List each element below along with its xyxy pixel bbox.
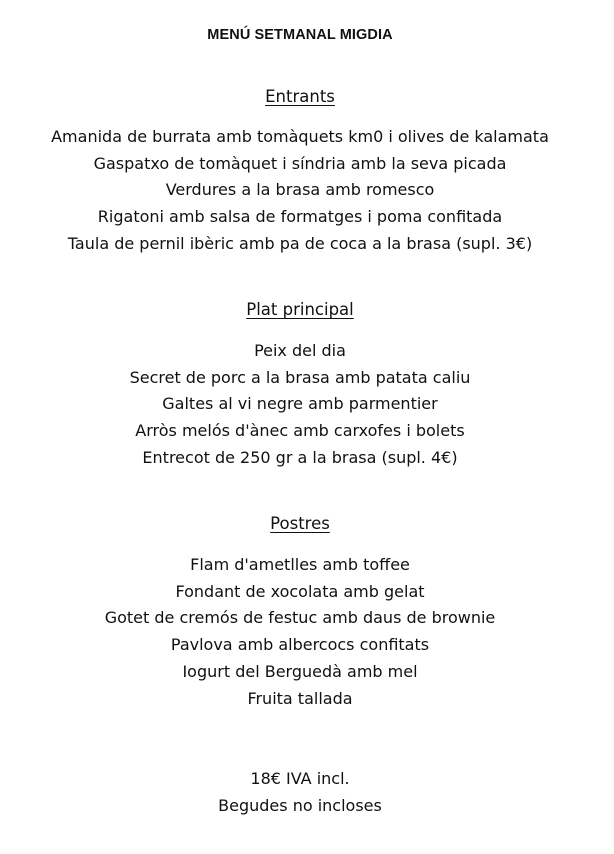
menu-item: Entrecot de 250 gr a la brasa (supl. 4€) bbox=[142, 447, 458, 467]
section-heading-postres: Postres bbox=[270, 514, 330, 533]
entrants-list bbox=[0, 124, 600, 258]
menu-item: Galtes al vi negre amb parmentier bbox=[162, 394, 438, 414]
menu-item: Fruita tallada bbox=[247, 688, 353, 708]
menu-item: Arròs melós d'ànec amb carxofes i bolets bbox=[135, 421, 465, 441]
section-heading-plat-principal: Plat principal bbox=[246, 300, 354, 319]
menu-title: MENÚ SETMANAL MIGDIA bbox=[207, 27, 393, 43]
menu-item: Gaspatxo de tomàquet i síndria amb la seva picada bbox=[93, 153, 507, 173]
drinks-note: Begudes no incloses bbox=[218, 796, 382, 815]
menu-item: Amanida de burrata amb tomàquets km0 i olives de kalamata bbox=[51, 127, 549, 146]
menu-item: Verdures a la brasa amb romesco bbox=[165, 180, 435, 200]
plat-principal-list bbox=[0, 338, 600, 472]
postres-list bbox=[0, 552, 600, 712]
menu-item: Peix del dia bbox=[254, 341, 346, 360]
menu-item: Rigatoni amb salsa de formatges i poma confitada bbox=[97, 207, 503, 227]
menu-item: Pavlova amb albercocs confitats bbox=[170, 635, 430, 655]
menu-item: Taula de pernil ibèric amb pa de coca a la brasa (supl. 3€) bbox=[67, 233, 533, 253]
menu-item: Secret de porc a la brasa amb patata caliu bbox=[129, 367, 471, 387]
menu-item: Fondant de xocolata amb gelat bbox=[175, 581, 425, 601]
menu-item: Gotet de cremós de festuc amb daus de brownie bbox=[104, 608, 496, 628]
menu-item: Iogurt del Berguedà amb mel bbox=[182, 661, 418, 681]
section-heading-entrants: Entrants bbox=[265, 87, 335, 106]
price-note: 18€ IVA incl. bbox=[250, 769, 350, 788]
menu-item: Flam d'ametlles amb toffee bbox=[190, 555, 410, 574]
